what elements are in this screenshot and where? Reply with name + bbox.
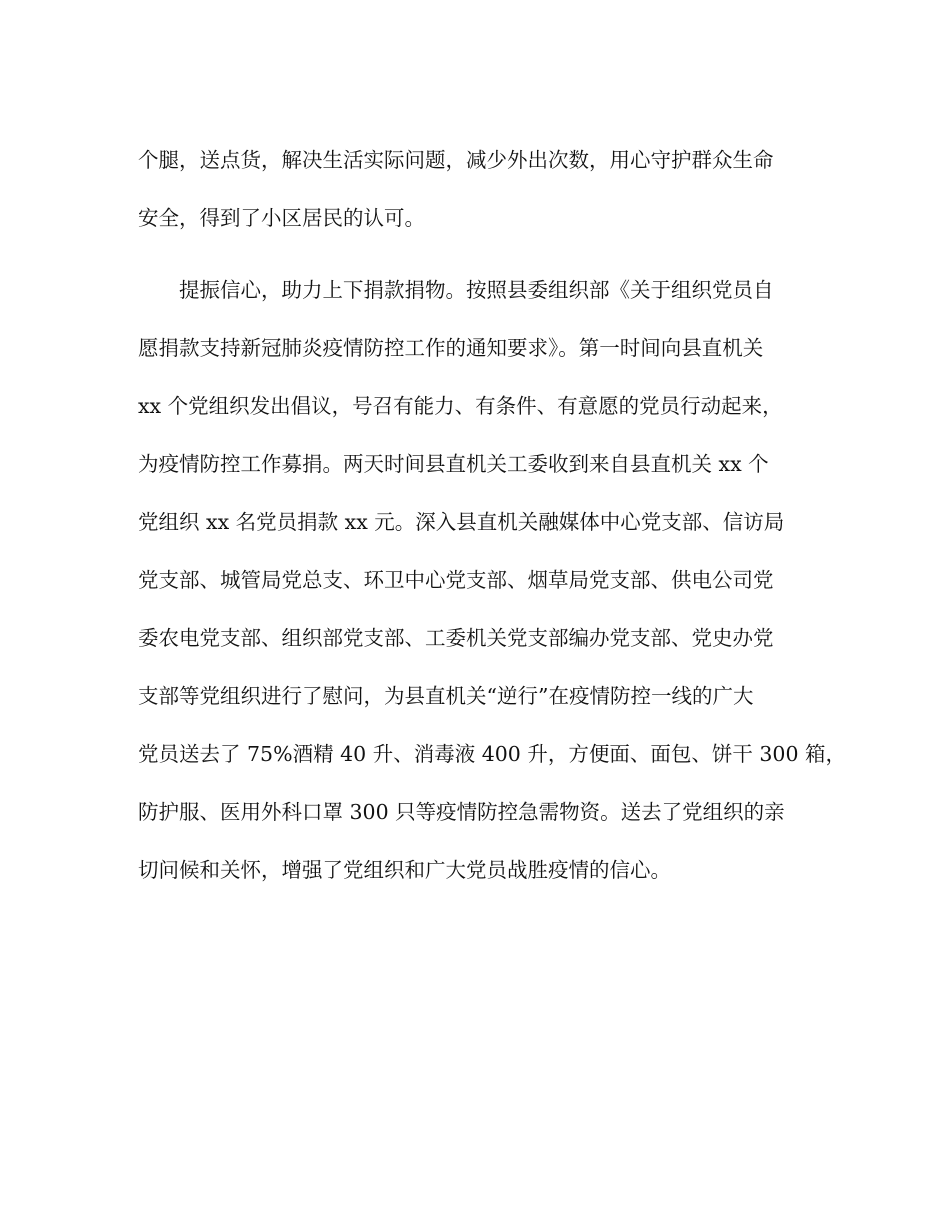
- text-line: 为疫情防控工作募捐。两天时间县直机关工委收到来自县直机关 xx 个: [138, 452, 769, 476]
- text-line: 委农电党支部、组织部党支部、工委机关党支部编办党支部、党史办党: [138, 626, 774, 650]
- text-line: 党员送去了 75%酒精 40 升、消毒液 400 升，方便面、面包、饼干 300 箱，: [138, 742, 847, 766]
- text-line: 切问候和关怀，增强了党组织和广大党员战胜疫情的信心。: [138, 858, 671, 882]
- text-line: 安全，得到了小区居民的认可。: [138, 206, 425, 230]
- text-line: 提振信心，助力上下捐款捐物。按照县委组织部《关于组织党员自: [179, 278, 774, 302]
- text-line: 党组织 xx 名党员捐款 xx 元。深入县直机关融媒体中心党支部、信访局: [138, 510, 785, 534]
- text-line: 支部等党组织进行了慰问，为县直机关“逆行”在疫情防控一线的广大: [138, 684, 754, 708]
- text-line: 防护服、医用外科口罩 300 只等疫情防控急需物资。送去了党组织的亲: [138, 800, 785, 824]
- text-line: 党支部、城管局党总支、环卫中心党支部、烟草局党支部、供电公司党: [138, 568, 774, 592]
- text-line: 个腿，送点货，解决生活实际问题，减少外出次数，用心守护群众生命: [138, 148, 774, 172]
- text-line: 愿捐款支持新冠肺炎疫情防控工作的通知要求》。第一时间向县直机关: [138, 336, 764, 360]
- text-line: xx 个党组织发出倡议，号召有能力、有条件、有意愿的党员行动起来，: [138, 394, 783, 418]
- document-body: [138, 145, 847, 913]
